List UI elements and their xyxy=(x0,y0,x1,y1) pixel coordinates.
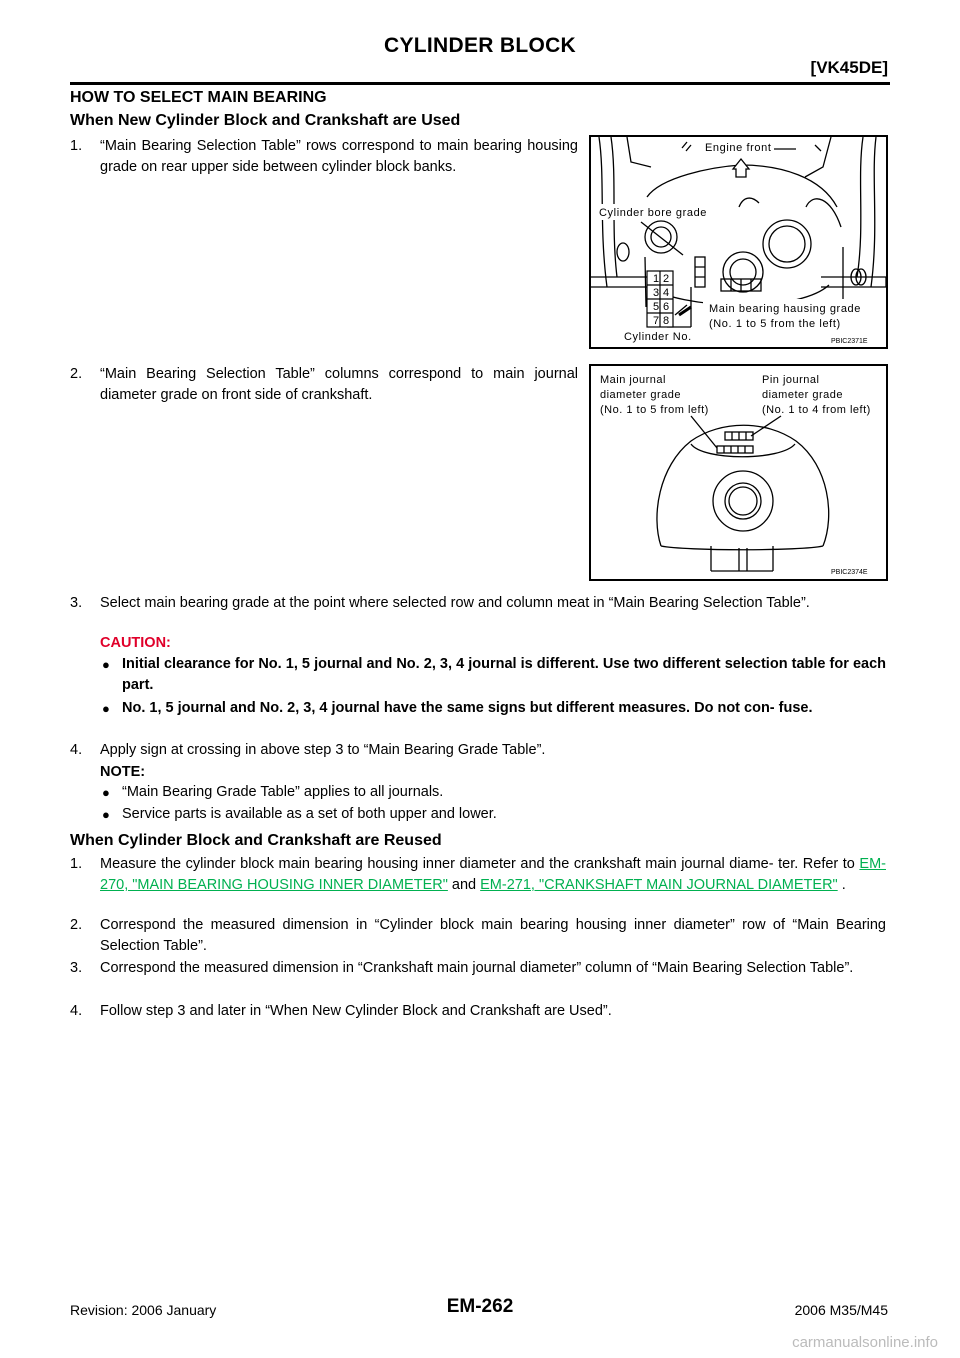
step-number: 3. xyxy=(70,960,83,976)
caution-text: No. 1, 5 journal and No. 2, 3, 4 journal have the same signs but different measures. Do not con- fuse. xyxy=(122,700,813,716)
step-text: Follow step 3 and later in “When New Cylinder Block and Crankshaft are Used”. xyxy=(100,1003,612,1019)
footer-revision: Revision: 2006 January xyxy=(70,1302,217,1318)
main-journal-label-2: diameter grade xyxy=(600,389,681,401)
grid-cell: 4 xyxy=(663,287,670,299)
engine-front-label: Engine front xyxy=(705,142,772,154)
link-crankshaft-journal[interactable]: EM-271, "CRANKSHAFT MAIN JOURNAL DIAMETER" xyxy=(480,877,838,893)
step-number: 1. xyxy=(70,856,83,872)
figure-code: PBIC2371E xyxy=(831,338,868,345)
bore-grade-label: Cylinder bore grade xyxy=(599,207,708,219)
step-text xyxy=(100,854,886,896)
watermark: carmanualsonline.info xyxy=(792,1334,938,1351)
caution-item xyxy=(0,698,960,742)
step-text: “Main Bearing Selection Table” columns correspond to main journal diameter grade on front side of crankshaft. xyxy=(100,366,578,403)
step-text: “Main Bearing Selection Table” rows correspond to main bearing housing grade on rear upper side between cylinder block banks. xyxy=(100,138,578,175)
main-journal-label: Main journal xyxy=(600,374,666,386)
step-text: Correspond the measured dimension in “Cylinder block main bearing housing inner diameter” row of “Main Bearing Selection Table”. xyxy=(100,917,886,954)
grid-cell: 5 xyxy=(653,301,660,313)
cylinder-block-illustration xyxy=(591,137,886,347)
subsection-title-reused: When Cylinder Block and Crankshaft are Reused xyxy=(70,832,442,849)
engine-code: [VK45DE] xyxy=(810,58,888,77)
caution-item xyxy=(0,654,960,698)
grid-cell: 7 xyxy=(653,315,660,327)
pin-journal-label-2: diameter grade xyxy=(762,389,843,401)
step-text-part: Measure the cylinder block main bearing housing inner diameter and the crankshaft main journal diame- ter. Refer to xyxy=(100,856,860,872)
caution-label: CAUTION: xyxy=(100,635,171,651)
step-number: 4. xyxy=(70,742,83,758)
footer-page-number: EM-262 xyxy=(446,1296,514,1317)
main-journal-label-3: (No. 1 to 5 from left) xyxy=(600,404,709,416)
figure-code: PBIC2374E xyxy=(831,569,868,576)
step-text-part: . xyxy=(837,877,846,893)
housing-grade-sub-label: (No. 1 to 5 from the left) xyxy=(709,318,841,330)
step-text: Select main bearing grade at the point where selected row and column meat in “Main Bearing Selection Table”. xyxy=(100,595,810,611)
grid-cell: 1 xyxy=(653,273,660,285)
bullet-icon: ● xyxy=(102,785,110,800)
figure-crankshaft xyxy=(589,364,888,581)
figure-cylinder-block xyxy=(589,135,888,349)
cylinder-no-label: Cylinder No. xyxy=(624,331,692,343)
footer-model: 2006 M35/M45 xyxy=(794,1302,888,1318)
page-title: CYLINDER BLOCK xyxy=(383,34,577,57)
step-number: 2. xyxy=(70,366,83,382)
step-number: 2. xyxy=(70,917,83,933)
grid-cell: 3 xyxy=(653,287,660,299)
note-text: Service parts is available as a set of both upper and lower. xyxy=(122,806,497,822)
note-text: “Main Bearing Grade Table” applies to all journals. xyxy=(122,784,444,800)
step-text-part: and xyxy=(447,877,481,893)
grid-cell: 8 xyxy=(663,315,670,327)
header-rule xyxy=(70,82,890,85)
step-number: 1. xyxy=(70,138,83,154)
note-label: NOTE: xyxy=(100,764,146,780)
pin-journal-label-3: (No. 1 to 4 from left) xyxy=(762,404,871,416)
bullet-icon: ● xyxy=(102,657,110,672)
note-item xyxy=(0,804,960,826)
step-text: Apply sign at crossing in above step 3 to “Main Bearing Grade Table”. xyxy=(100,742,546,758)
caution-text: Initial clearance for No. 1, 5 journal and No. 2, 3, 4 journal is different. Use two different selection table for each part. xyxy=(122,656,886,693)
grid-cell: 6 xyxy=(663,301,670,313)
note-item xyxy=(0,782,960,804)
step-text: Correspond the measured dimension in “Crankshaft main journal diameter” column of “Main Bearing Selection Table”. xyxy=(100,960,854,976)
link-main-bearing-housing[interactable]: EM-270, "MAIN BEARING HOUSING INNER DIAMETER" xyxy=(100,856,886,893)
section-title: HOW TO SELECT MAIN BEARING xyxy=(70,89,327,106)
step-number: 3. xyxy=(70,595,83,611)
crankshaft-illustration xyxy=(591,366,886,579)
pin-journal-label: Pin journal xyxy=(762,374,820,386)
bullet-icon: ● xyxy=(102,701,110,716)
step-number: 4. xyxy=(70,1003,83,1019)
housing-grade-label: Main bearing hausing grade xyxy=(709,303,861,315)
grid-cell: 2 xyxy=(663,273,670,285)
subsection-title-new: When New Cylinder Block and Crankshaft are Used xyxy=(70,112,461,129)
bullet-icon: ● xyxy=(102,807,110,822)
